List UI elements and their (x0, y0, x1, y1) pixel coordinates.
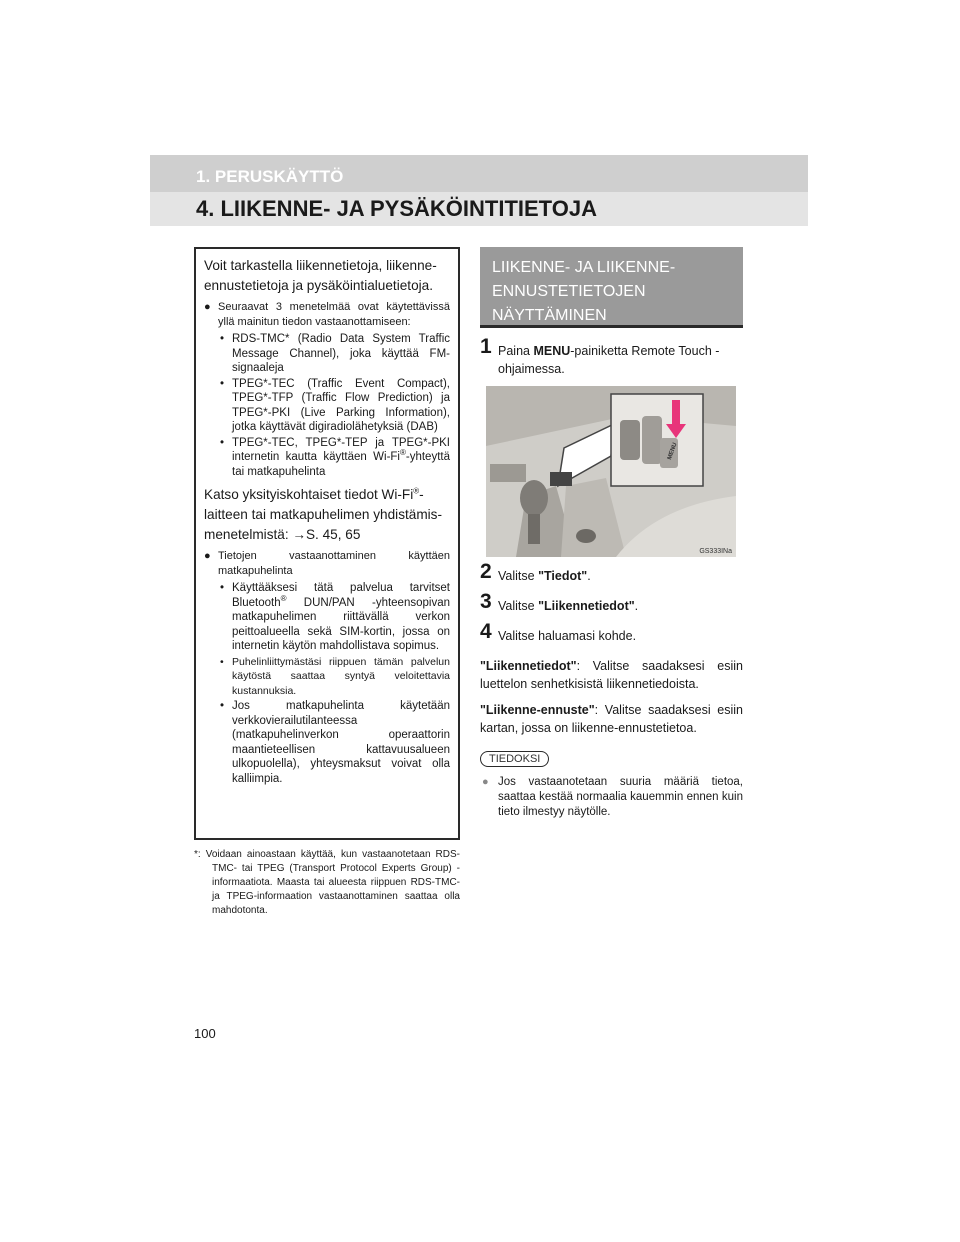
step-number: 2 (480, 560, 492, 583)
step-bold: "Tiedot" (538, 569, 588, 583)
remote-touch-figure (486, 386, 736, 557)
info-sub-costs: • Puhelinliittymästäsi riippuen tämän palvelun käytöstä saattaa syntyä veloitettavia kustannuksia. (212, 655, 450, 699)
info-sub-dab: • TPEG*-TEC (Traffic Event Compact), TPEG*-TFP (Traffic Flow Prediction) ja TPEG*-PKI (Live Parking Information), jotka käyttävät digiradiolähetyksiä (DAB) (212, 377, 450, 435)
step-2 (480, 560, 743, 585)
option-text: : Valitse saadaksesi esiin luettelon senhetkisistä liikennetiedoista. (480, 659, 743, 691)
registered-mark: ® (413, 486, 420, 496)
see-also-b: -laitteen tai matkapuhelimen yhdistämis-menetelmistä: →S. 45, 65 (204, 487, 443, 542)
sub4-text-b: DUN/PAN -yhteensopivan matkapuhelimen riittävällä verkon peittoalueella sekä SIM-kortin, jossa on internetin käytön mahdollistava sopimus. (232, 596, 450, 652)
step-number: 3 (480, 590, 492, 613)
svg-text:MENU: MENU (666, 442, 679, 461)
figure-id: GS333INa (699, 548, 732, 555)
step-1 (480, 335, 743, 378)
subsection-header: LIIKENNE- JA LIIKENNE-ENNUSTETIETOJEN NÄYTTÄMINEN (480, 247, 743, 328)
sub3-text-b: -yhteyttä tai matkapuhelinta (232, 451, 450, 478)
info-bullet-phone: ● Tietojen vastaanottaminen käyttäen matkapuhelinta (204, 549, 450, 579)
info-sub-roaming: • Jos matkapuhelinta käytetään verkkovierailutilanteessa (matkapuhelinverkon operaattorin maantieteellisen kattavuusalueen ulkopuolella), yhteysmaksut voivat olla kalliimpia. (212, 699, 450, 786)
page-number: 100 (194, 1026, 216, 1041)
info-sub-rds: • RDS-TMC* (Radio Data System Traffic Message Channel), joka käyttää FM-signaaleja (212, 332, 450, 376)
step-4 (480, 620, 743, 645)
sub3-text-a: TPEG*-TEC, TPEG*-TEP ja TPEG*-PKI internetin kautta käyttäen Wi-Fi (232, 436, 450, 463)
step-text: Valitse (498, 569, 539, 583)
info-intro: Voit tarkastella liikennetietoja, liikenne-ennustetietoja ja pysäköintialuetietoja. (204, 258, 437, 293)
option-label: "Liikenne-ennuste" (480, 703, 595, 717)
option-label: "Liikennetiedot" (480, 659, 577, 673)
step-text: Valitse (498, 599, 539, 613)
info-sub-internet (212, 436, 450, 480)
section-title: 4. LIIKENNE- JA PYSÄKÖINTITIETOJA (150, 192, 808, 226)
note-text: ● Jos vastaanotetaan suuria määriä tietoa, saattaa kestää normaalia kauemmin ennen kuin tieto ilmestyy näytölle. (480, 775, 743, 820)
option-current-traffic (480, 657, 743, 693)
step-text: -painiketta Remote Touch -ohjaimessa. (498, 344, 720, 376)
registered-mark: ® (399, 448, 406, 458)
step-number: 4 (480, 620, 492, 643)
step-text: Paina (498, 344, 534, 358)
registered-mark: ® (280, 593, 287, 603)
step-bold: "Liikennetiedot" (538, 599, 635, 613)
chapter-header: 1. PERUSKÄYTTÖ (150, 155, 808, 192)
step-bold: MENU (533, 344, 571, 358)
see-also-text (204, 485, 450, 545)
step-text: Valitse haluamasi kohde. (498, 629, 637, 643)
step-text: . (587, 569, 591, 583)
info-box (194, 247, 460, 840)
step-number: 1 (480, 335, 492, 358)
option-text: : Valitse saadaksesi esiin kartan, jossa on liikenne-ennustetietoa. (480, 703, 743, 735)
right-column (480, 247, 743, 820)
remote-touch-illustration (486, 386, 736, 557)
left-column (194, 247, 460, 918)
sub4-text-a: Käyttääksesi tätä palvelua tarvitset Bluetooth (232, 582, 450, 609)
footnote: *: Voidaan ainoastaan käyttää, kun vastaanotetaan RDS-TMC- tai TPEG (Transport Protocol Experts Group) -informaatiota. Maasta tai alueesta riippuen RDS-TMC- ja TPEG-informaation vastaanottaminen saattaa olla mahdotonta. (194, 849, 460, 916)
note-label: TIEDOKSI (480, 751, 549, 767)
step-text: . (634, 599, 639, 613)
info-bullet-methods: ● Seuraavat 3 menetelmää ovat käytettävissä yllä mainitun tiedon vastaanottamiseen: (204, 300, 450, 330)
see-also-a: Katso yksityiskohtaiset tiedot Wi-Fi (204, 487, 414, 502)
info-sub-bluetooth (212, 581, 450, 654)
step-3 (480, 590, 743, 615)
option-traffic-forecast (480, 701, 743, 737)
